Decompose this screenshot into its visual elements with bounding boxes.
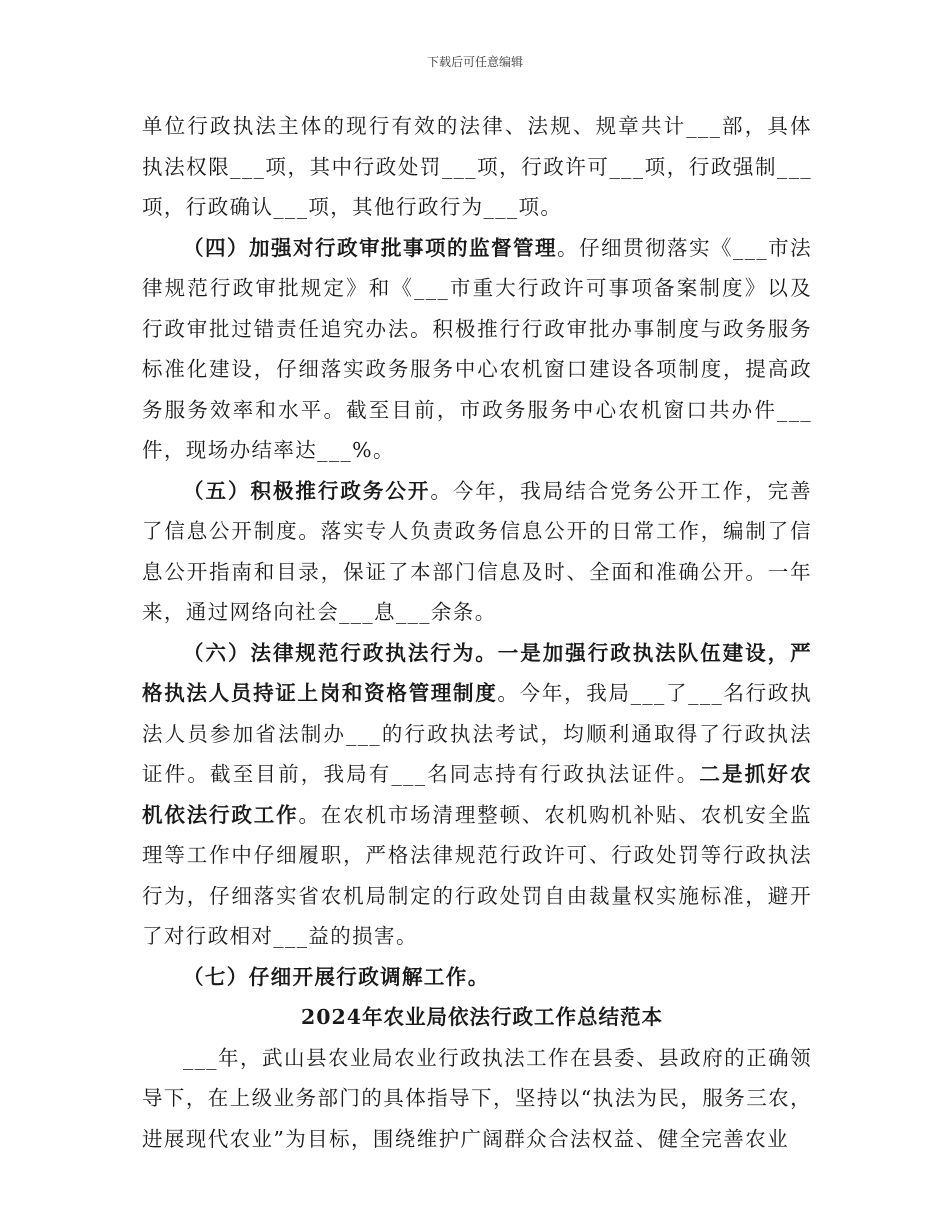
paragraph-approval-supervision [142, 228, 812, 471]
paragraph-subheading: 二是抓好农机依法行政工作 [142, 762, 812, 827]
paragraph-summary-intro [142, 1038, 812, 1160]
section-title: 2024年农业局依法行政工作总结范本 [300, 1005, 664, 1029]
paragraph-text: 单位行政执法主体的现行有效的法律、法规、规章共计___部，具体执法权限___项，其中行政处罚___项，行政许可___项，行政强制___项，行政确认___项，其他行政行为___项。 [142, 114, 812, 219]
paragraph-heading: （七）仔细开展行政调解工作。 [183, 964, 490, 989]
paragraph-law-enforcement [142, 633, 812, 957]
paragraph-text: 。仔细贯彻落实《___市法律规范行政审批规定》和《___市重大行政许可事项备案制度》以及行政审批过错责任追究办法。积极推行行政审批办事制度与政务服务标准化建设，仔细落实政务服务中心农机窗口建设各项制度，提高政务服务效率和水平。截至目前，市政务服务中心农机窗口共办件___件，现场办结率达___%。 [142, 235, 812, 462]
paragraph-heading: （四）加强对行政审批事项的监督管理 [183, 235, 558, 260]
paragraph-text: 。今年，我局___了___名行政执法人员参加省法制办___的行政执法考试，均顺利通取得了行政执法证件。截至目前，我局有___名同志持有行政执法证件。 [142, 681, 812, 786]
page-header: 下载后可任意编辑 [426, 55, 523, 69]
document-body [142, 106, 812, 1159]
paragraph-mediation [142, 957, 812, 998]
paragraph-law-count [142, 106, 812, 228]
paragraph-text: 。今年，我局结合党务公开工作，完善了信息公开制度。落实专人负责政务信息公开的日常工作，编制了信息公开指南和目录，保证了本部门信息及时、全面和准确公开。一年来，通过网络向社会___息___余条。 [142, 478, 812, 624]
paragraph-text: 。在农机市场清理整顿、农机购机补贴、农机安全监理等工作中仔细履职，严格法律规范行政许可、行政处罚等行政执法行为，仔细落实省农机局制定的行政处罚自由裁量权实施标准，避开了对行政相对___益的损害。 [142, 802, 812, 948]
paragraph-heading: （五）积极推行政务公开 [183, 478, 431, 503]
paragraph-government-openness [142, 471, 812, 633]
paragraph-heading: （六）法律规范行政执法行为。一是加强行政执法队伍建设，严格执法人员持证上岗和资格管理制度 [142, 640, 812, 705]
paragraph-text: ___年，武山县农业局农业行政执法工作在县委、县政府的正确领导下，在上级业务部门的具体指导下，坚持以“执法为民，服务三农，进展现代农业”为目标，围绕维护广阔群众合法权益、健全完善农业 [142, 1045, 812, 1151]
